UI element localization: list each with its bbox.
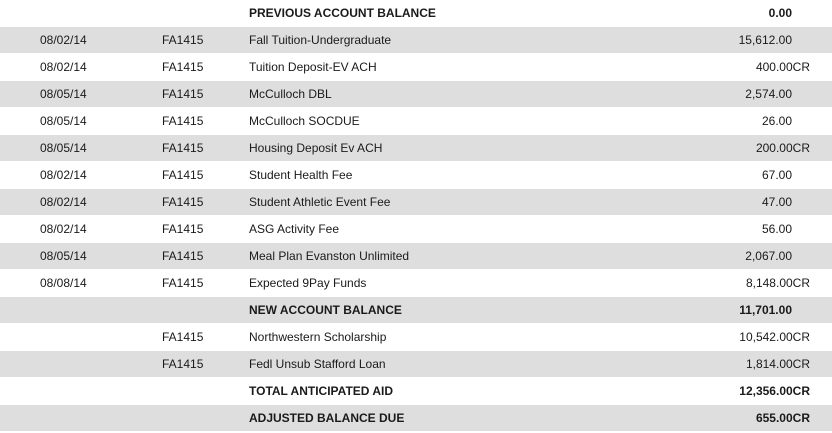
row-description: Expected 9Pay Funds bbox=[249, 276, 367, 290]
table-row bbox=[0, 243, 832, 270]
row-amount: 56.00 bbox=[761, 222, 792, 236]
row-description: Tuition Deposit-EV ACH bbox=[249, 60, 377, 74]
table-row bbox=[0, 189, 832, 216]
row-date: 08/05/14 bbox=[40, 249, 87, 263]
row-date: 08/05/14 bbox=[40, 141, 87, 155]
row-term: FA1415 bbox=[162, 222, 204, 236]
row-term: FA1415 bbox=[162, 114, 204, 128]
row-amount: 1,814.00CR bbox=[745, 357, 810, 371]
row-description: Student Athletic Event Fee bbox=[249, 195, 391, 209]
row-description: Fedl Unsub Stafford Loan bbox=[249, 357, 386, 371]
table-row bbox=[0, 27, 832, 54]
row-term: FA1415 bbox=[162, 330, 204, 344]
row-amount: 12,356.00CR bbox=[739, 384, 810, 398]
row-date: 08/02/14 bbox=[40, 33, 87, 47]
row-amount: 67.00 bbox=[761, 168, 792, 182]
row-term: FA1415 bbox=[162, 60, 204, 74]
row-amount: 2,574.00 bbox=[745, 87, 792, 101]
row-description: McCulloch DBL bbox=[249, 87, 332, 101]
row-description: NEW ACCOUNT BALANCE bbox=[249, 303, 402, 317]
row-date: 08/05/14 bbox=[40, 114, 87, 128]
row-term: FA1415 bbox=[162, 168, 204, 182]
row-description: TOTAL ANTICIPATED AID bbox=[249, 384, 393, 398]
row-description: ADJUSTED BALANCE DUE bbox=[249, 411, 405, 425]
aid-row bbox=[0, 351, 832, 378]
row-amount: 10,542.00CR bbox=[739, 330, 810, 344]
adjusted-balance-row bbox=[0, 405, 832, 432]
row-date: 08/05/14 bbox=[40, 87, 87, 101]
row-date: 08/02/14 bbox=[40, 60, 87, 74]
row-term: FA1415 bbox=[162, 357, 204, 371]
row-amount: 2,067.00 bbox=[745, 249, 792, 263]
table-row bbox=[0, 81, 832, 108]
row-description: PREVIOUS ACCOUNT BALANCE bbox=[249, 6, 436, 20]
row-description: McCulloch SOCDUE bbox=[249, 114, 360, 128]
table-row bbox=[0, 135, 832, 162]
table-row bbox=[0, 270, 832, 297]
row-amount: 26.00 bbox=[761, 114, 792, 128]
previous-balance-row bbox=[0, 0, 832, 27]
table-row bbox=[0, 216, 832, 243]
row-term: FA1415 bbox=[162, 141, 204, 155]
row-date: 08/02/14 bbox=[40, 195, 87, 209]
row-term: FA1415 bbox=[162, 87, 204, 101]
row-amount: 15,612.00 bbox=[738, 33, 792, 47]
row-amount: 8,148.00CR bbox=[745, 276, 810, 290]
row-description: Northwestern Scholarship bbox=[249, 330, 387, 344]
total-aid-row bbox=[0, 378, 832, 405]
row-amount: 11,701.00 bbox=[739, 303, 792, 317]
table-row bbox=[0, 162, 832, 189]
row-description: Meal Plan Evanston Unlimited bbox=[249, 249, 410, 263]
row-description: Student Health Fee bbox=[249, 168, 353, 182]
row-amount: 655.00CR bbox=[755, 411, 810, 425]
table-row bbox=[0, 54, 832, 81]
row-term: FA1415 bbox=[162, 33, 204, 47]
row-amount: 400.00CR bbox=[755, 60, 810, 74]
table-row bbox=[0, 108, 832, 135]
row-description: ASG Activity Fee bbox=[249, 222, 340, 236]
row-description: Fall Tuition-Undergraduate bbox=[249, 33, 392, 47]
aid-row bbox=[0, 324, 832, 351]
row-term: FA1415 bbox=[162, 276, 204, 290]
row-amount: 47.00 bbox=[761, 195, 792, 209]
row-amount: 200.00CR bbox=[755, 141, 810, 155]
row-date: 08/02/14 bbox=[40, 222, 87, 236]
row-amount: 0.00 bbox=[768, 6, 792, 20]
row-term: FA1415 bbox=[162, 249, 204, 263]
row-date: 08/02/14 bbox=[40, 168, 87, 182]
row-description: Housing Deposit Ev ACH bbox=[249, 141, 383, 155]
new-balance-row bbox=[0, 297, 832, 324]
row-term: FA1415 bbox=[162, 195, 204, 209]
row-date: 08/08/14 bbox=[40, 276, 87, 290]
